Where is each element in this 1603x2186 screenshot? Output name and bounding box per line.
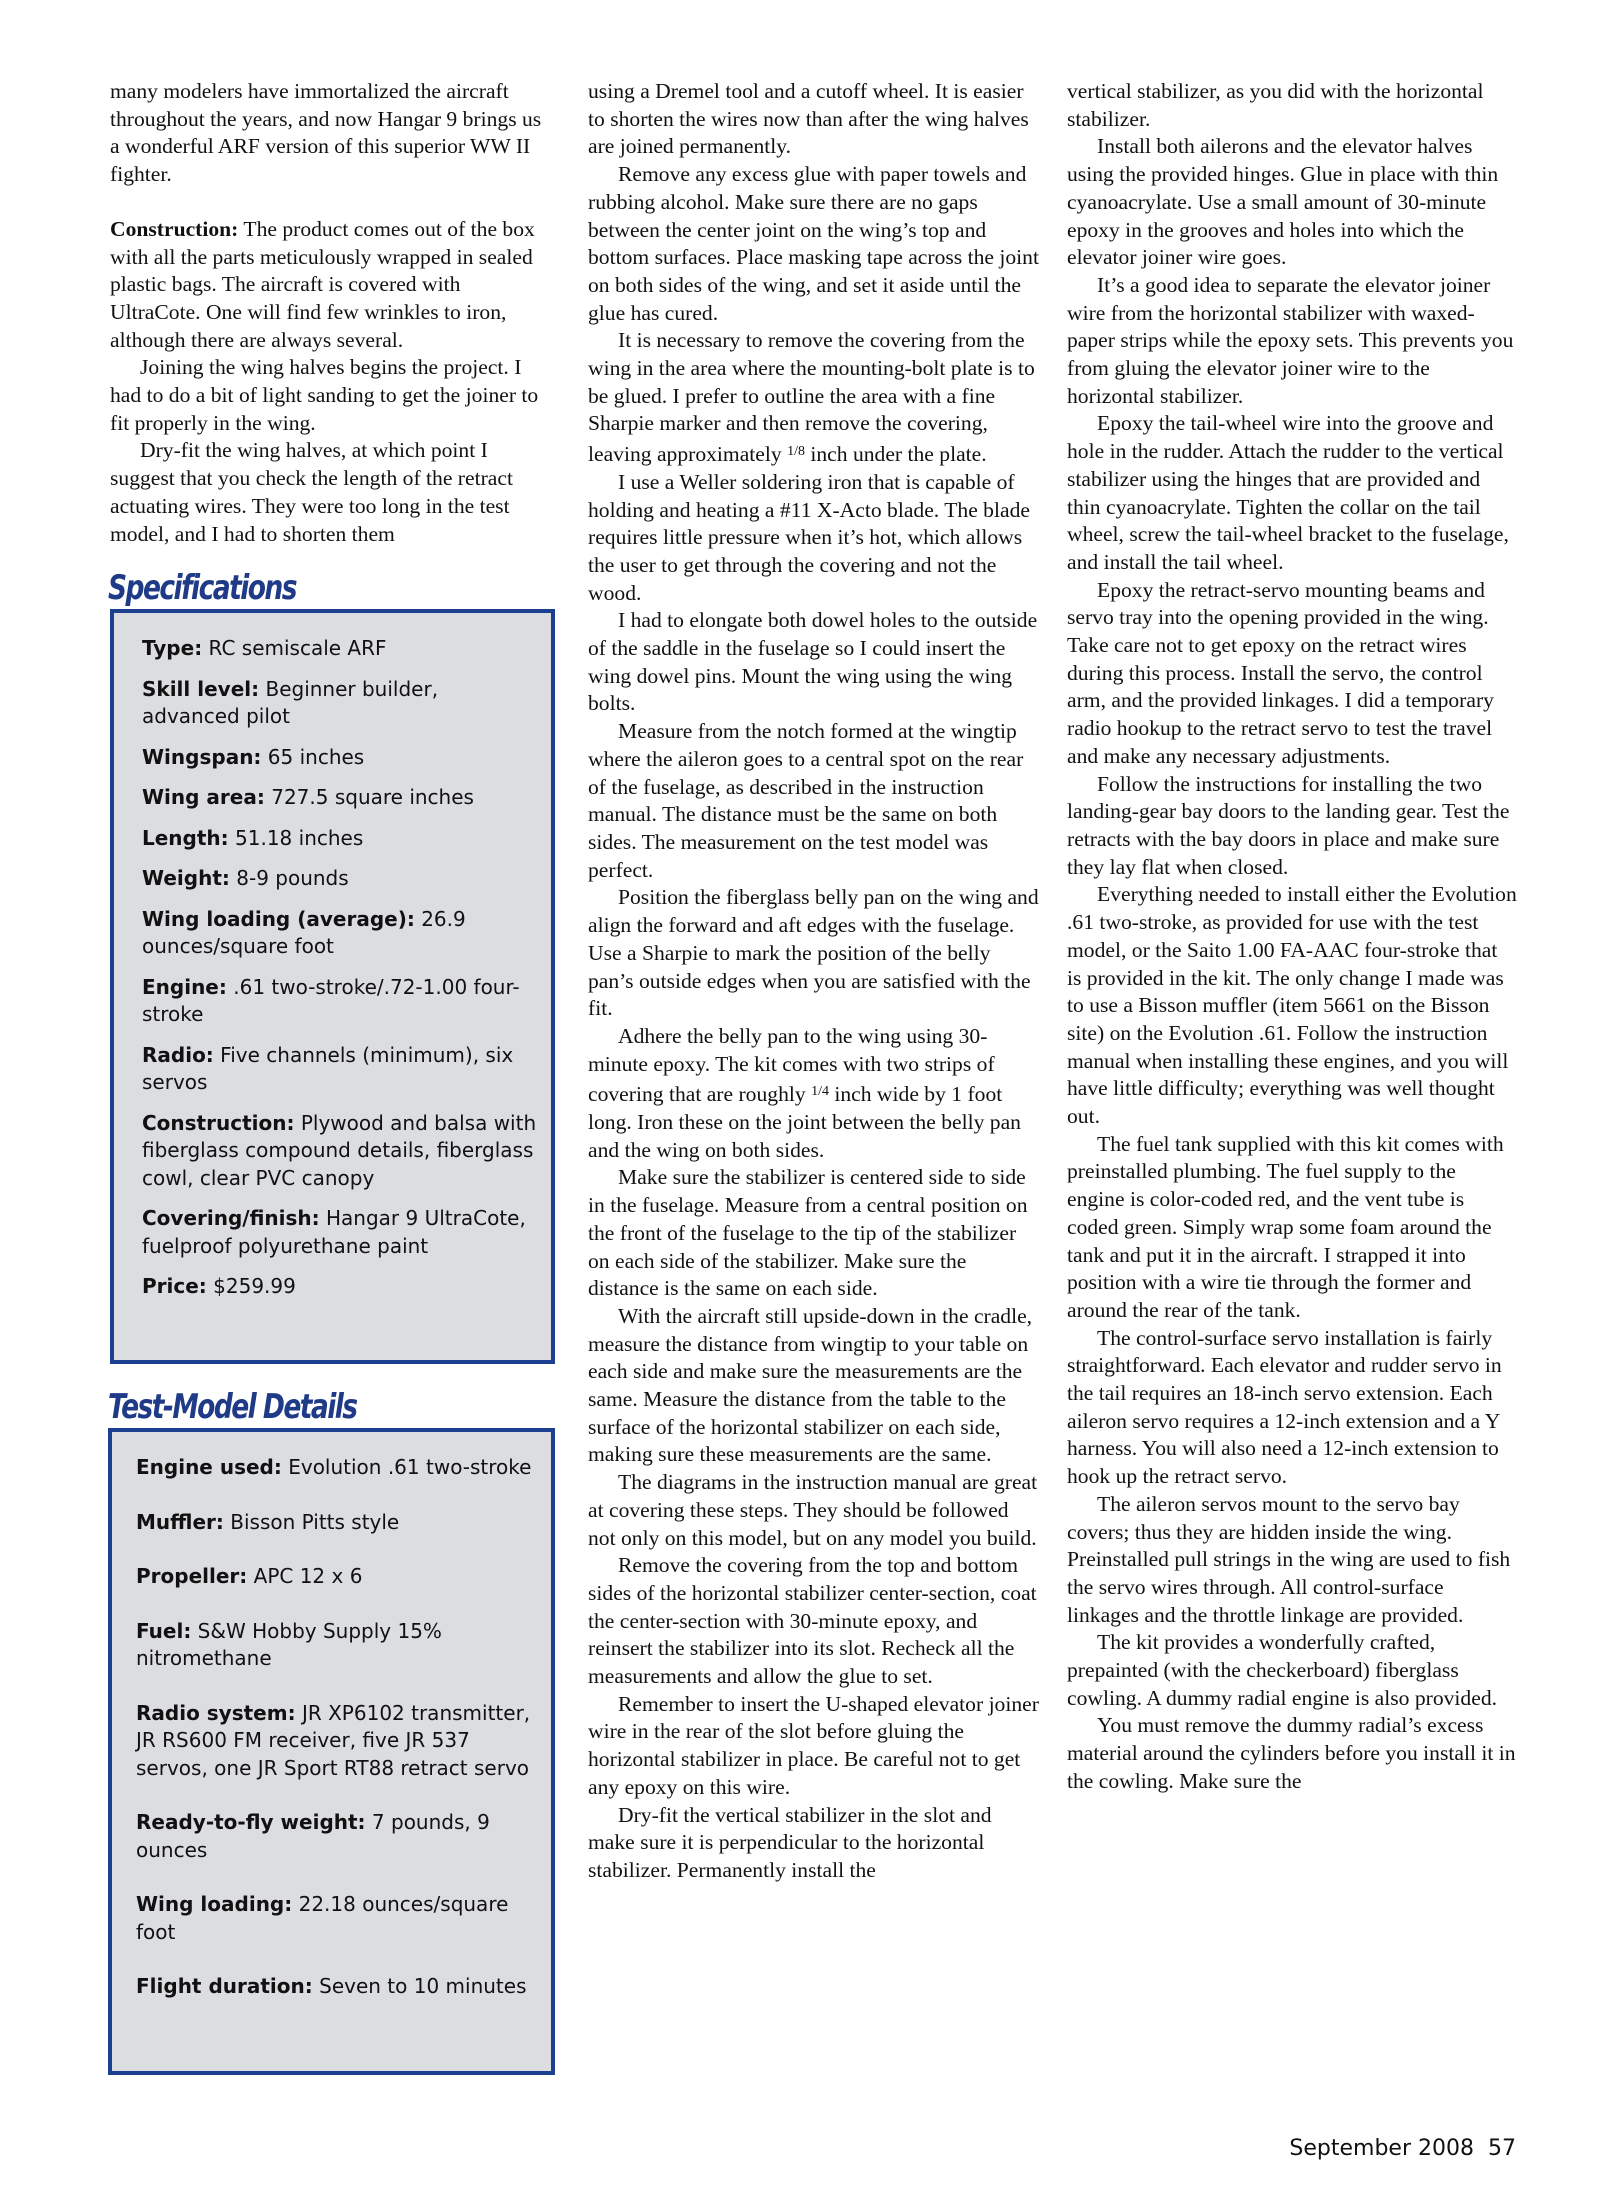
body-paragraph: using a Dremel tool and a cutoff wheel. It is easier to shorten the wires now than after the wing halves are joined permanently. [588, 79, 1029, 159]
column-2 [588, 78, 1041, 1885]
tm-label: Propeller: [136, 1564, 248, 1588]
spec-label: Construction: [142, 1110, 295, 1135]
spec-label: Radio: [142, 1042, 214, 1067]
spec-wingspan [142, 744, 541, 772]
body-paragraph: Remove any excess glue with paper towels and rubbing alcohol. Make sure there are no gaps between the center joint on the wing’s top and bottom surfaces. Place masking tape across the joint on both sides of the wing, and set it aside until the glue has cured. [588, 162, 1039, 325]
paragraph-text: Adhere the belly pan to the wing using 30-minute epoxy. The kit comes with two strips of covering that are roughly [588, 1023, 995, 1107]
spec-label: Weight: [142, 866, 230, 890]
body-paragraph: Follow the instructions for installing the two landing-gear bay doors to the landing gear. Test the retracts with the bay doors in place and make sure they lay flat when closed. [1067, 771, 1510, 879]
body-paragraph [588, 327, 1041, 469]
paragraph-text: inch wide by 1 foot long. Iron these on the joint between the belly pan and the wing on both sides. [588, 1082, 1021, 1162]
spec-skill-level [142, 676, 541, 731]
spec-value: Five channels (minimum), six servos [142, 1042, 514, 1094]
body-paragraph: Measure from the notch formed at the wingtip where the aileron goes to a central spot on the rear of the fuselage, as described in the instruction manual. The distance must be the same on both sides. The measurement on the test model was perfect. [588, 719, 1024, 882]
issue-date: September 2008 [1289, 2136, 1474, 2161]
spec-label: Wing loading (average): [142, 906, 415, 931]
spec-label: Skill level: [142, 676, 260, 701]
paragraph-text: It is necessary to remove the covering from the wing in the area where the mounting-bolt plate is to be glued. I prefer to outline the area with a fine Sharpie marker and then remove the covering, leaving approximately [588, 328, 1035, 467]
spec-value: 26.9 ounces/square foot [142, 906, 466, 958]
tm-value: Bisson Pitts style [223, 1509, 400, 1534]
page-number: 57 [1488, 2136, 1516, 2161]
tm-label: Wing loading: [136, 1892, 293, 1916]
tm-value: APC 12 x 6 [247, 1564, 363, 1588]
body-paragraph: Make sure the stabilizer is centered side to side in the fuselage. Measure from a central position on the front of the fuselage to the tip of the stabilizer on each side of the stabilizer. Make sure the distance is the same on each side. [588, 1165, 1028, 1301]
spec-label: Type: [142, 636, 203, 660]
spec-radio [142, 1042, 541, 1097]
body-paragraph: The fuel tank supplied with this kit comes with preinstalled plumbing. The fuel supply to the engine is color-coded red, and the vent tube is coded green. Simply wrap some foam around the tank and put it in the aircraft. I strapped it into position with a wire tie through the former and around the rear of the tank. [1067, 1131, 1504, 1322]
paragraph-text: The product comes out of the box with all the parts meticulously wrapped in sealed plastic bags. The aircraft is covered with UltraCote. One will find few wrinkles to iron, although there are always several. [110, 216, 535, 352]
tm-value: Seven to 10 minutes [312, 1974, 527, 1998]
tm-label: Muffler: [136, 1509, 224, 1534]
spec-wing-area [142, 784, 541, 812]
spec-value: .61 two-stroke/.72-1.00 four-stroke [142, 974, 520, 1026]
tm-muffler [136, 1509, 541, 1537]
body-paragraph: Install both ailerons and the elevator halves using the provided hinges. Glue in place with thin cyanoacrylate. Use a small amount of 30-minute epoxy in the grooves and holes into which the elevator joiner wire goes. [1067, 134, 1499, 270]
spec-value: 727.5 square inches [264, 785, 474, 809]
body-paragraph: Dry-fit the vertical stabilizer in the slot and make sure it is perpendicular to the horizontal stabilizer. Permanently install the [588, 1802, 992, 1882]
spec-weight [142, 865, 541, 893]
body-paragraph: The diagrams in the instruction manual are great at covering these steps. They should be followed not only on this model, but on any model you build. [588, 1470, 1038, 1550]
body-paragraph: Dry-fit the wing halves, at which point I suggest that you check the length of the retract actuating wires. They were too long in the test model, and I had to shorten them [110, 438, 513, 546]
body-paragraph [588, 1023, 1041, 1165]
body-paragraph: It’s a good idea to separate the elevator joiner wire from the horizontal stabilizer with waxed-paper strips while the epoxy sets. This prevents you from gluing the elevator joiner wire to the horizontal stabilizer. [1067, 272, 1514, 408]
page-footer [1289, 2136, 1516, 2161]
fraction: 1/8 [787, 444, 805, 460]
column-3 [1067, 78, 1517, 1796]
tm-label: Engine used: [136, 1455, 282, 1479]
spec-value: 8-9 pounds [229, 866, 349, 890]
body-paragraph: I use a Weller soldering iron that is capable of holding and heating a #11 X-Acto blade. The blade requires little pressure when it’s hot, which allows the user to get through the covering and not the wood. [588, 469, 1030, 605]
body-paragraph [110, 216, 555, 355]
body-paragraph: Epoxy the tail-wheel wire into the groove and hole in the rudder. Attach the rudder to the vertical stabilizer using the hinges that are provided and thin cyanoacrylate. Tighten the collar on the tail wheel, screw the tail-wheel bracket to the fuselage, and install the tail wheel. [1067, 411, 1509, 574]
spec-length [142, 825, 541, 853]
spec-value: 65 inches [261, 744, 365, 769]
spec-label: Wingspan: [142, 744, 262, 769]
body-paragraph: Remove the covering from the top and bottom sides of the horizontal stabilizer center-section, coat the center-section with 30-minute epoxy, and reinsert the stabilizer into its slot. Recheck all the measurements and allow the glue to set. [588, 1553, 1037, 1689]
spec-value: $259.99 [206, 1274, 296, 1298]
spec-label: Engine: [142, 974, 227, 999]
tm-label: Radio system: [136, 1700, 296, 1725]
spec-value: 51.18 inches [228, 825, 364, 850]
body-paragraph: The kit provides a wonderfully crafted, prepainted (with the checkerboard) fiberglass cowling. A dummy radial engine is also provided. [1067, 1630, 1498, 1710]
run-in-head: Construction: [110, 216, 239, 241]
test-model-box [108, 1428, 555, 2075]
spec-label: Price: [142, 1274, 207, 1298]
tm-value: 22.18 ounces/square foot [136, 1892, 509, 1944]
tm-radio-system [136, 1700, 541, 1783]
spec-label: Length: [142, 825, 229, 850]
tm-value: 7 pounds, 9 ounces [136, 1810, 490, 1862]
spec-type [142, 635, 541, 663]
specifications-box [110, 609, 555, 1364]
spec-value: Plywood and balsa with fiberglass compound details, fiberglass cowl, clear PVC canopy [142, 1110, 537, 1190]
body-paragraph: Epoxy the retract-servo mounting beams and servo tray into the opening provided in the wing. Take care not to get epoxy on the retract wires during this process. Install the servo, the control arm, and the provided linkages. I did a temporary radio hookup to the retract servo to test the travel and make any necessary adjustments. [1067, 577, 1494, 768]
tm-fuel [136, 1618, 541, 1673]
spec-price [142, 1273, 541, 1301]
tm-propeller [136, 1563, 541, 1591]
column-1 [110, 78, 555, 548]
spec-value: Beginner builder, advanced pilot [142, 676, 439, 728]
spec-label: Covering/finish: [142, 1206, 320, 1230]
tm-engine-used [136, 1454, 541, 1482]
specifications-heading: Specifications [108, 568, 296, 608]
tm-value: JR XP6102 transmitter, JR RS600 FM receiver, five JR 537 servos, one JR Sport RT88 retract servo [136, 1700, 531, 1780]
tm-label: Fuel: [136, 1618, 192, 1643]
spec-label: Wing area: [142, 785, 265, 809]
body-paragraph: I had to elongate both dowel holes to the outside of the saddle in the fuselage so I could insert the wing dowel pins. Mount the wing using the wing bolts. [588, 608, 1038, 716]
spec-wing-loading [142, 906, 541, 961]
tm-ready-to-fly-weight [136, 1809, 541, 1864]
tm-wing-loading [136, 1891, 541, 1946]
tm-label: Flight duration: [136, 1974, 313, 1998]
spec-value: Hangar 9 UltraCote, fuelproof polyurethane paint [142, 1206, 526, 1258]
body-paragraph: Remember to insert the U-shaped elevator joiner wire in the rear of the slot before gluing the horizontal stabilizer in place. Be careful not to get any epoxy on this wire. [588, 1691, 1039, 1799]
body-paragraph: The control-surface servo installation is fairly straightforward. Each elevator and rudder servo in the tail requires an 18-inch servo extension. Each aileron servo requires a 12-inch extension and a Y harness. You will also need a 12-inch extension to hook up the retract servo. [1067, 1325, 1502, 1489]
spec-value: RC semiscale ARF [202, 636, 387, 660]
tm-flight-duration [136, 1973, 541, 2001]
spec-engine [142, 974, 541, 1029]
spec-covering [142, 1205, 541, 1260]
body-paragraph: With the aircraft still upside-down in the cradle, measure the distance from wingtip to your table on each side and make sure the measurements are the same. Measure the distance from the table to the surface of the horizontal stabilizer on each side, making sure these measurements are the same. [588, 1303, 1033, 1467]
body-paragraph: many modelers have immortalized the aircraft throughout the years, and now Hangar 9 brings us a wonderful ARF version of this superior WW II fighter. [110, 79, 542, 187]
spec-construction [142, 1110, 541, 1193]
tm-value: S&W Hobby Supply 15% nitromethane [136, 1618, 442, 1670]
paragraph-text: inch under the plate. [804, 442, 987, 467]
test-model-heading: Test-Model Details [108, 1387, 357, 1427]
fraction: 1/4 [811, 1084, 829, 1100]
body-paragraph: Joining the wing halves begins the project. I had to do a bit of light sanding to get the joiner to fit properly in the wing. [110, 355, 539, 435]
body-paragraph: The aileron servos mount to the servo bay covers; thus they are hidden inside the wing. Preinstalled pull strings in the wing are used to fish the servo wires through. All control-surface linkages and the throttle linkage are provided. [1067, 1491, 1511, 1627]
body-paragraph: You must remove the dummy radial’s excess material around the cylinders before you install it in the cowling. Make sure the [1067, 1713, 1516, 1793]
body-paragraph: vertical stabilizer, as you did with the horizontal stabilizer. [1067, 79, 1484, 131]
body-paragraph: Position the fiberglass belly pan on the wing and align the forward and aft edges with the fuselage. Use a Sharpie to mark the position of the belly pan’s outside edges when you are satisfied with the fit. [588, 885, 1039, 1021]
tm-label: Ready-to-fly weight: [136, 1810, 366, 1834]
tm-value: Evolution .61 two-stroke [281, 1455, 532, 1479]
body-paragraph: Everything needed to install either the Evolution .61 two-stroke, as provided for use with the test model, or the Saito 1.00 FA-AAC four-stroke that is provided in the kit. The only change I made was to use a Bisson muffler (item 5661 on the Bisson site) on the Evolution .61. Follow the instruction manual when installing these engines, and you will have little difficulty; everything was well thought out. [1067, 882, 1517, 1129]
